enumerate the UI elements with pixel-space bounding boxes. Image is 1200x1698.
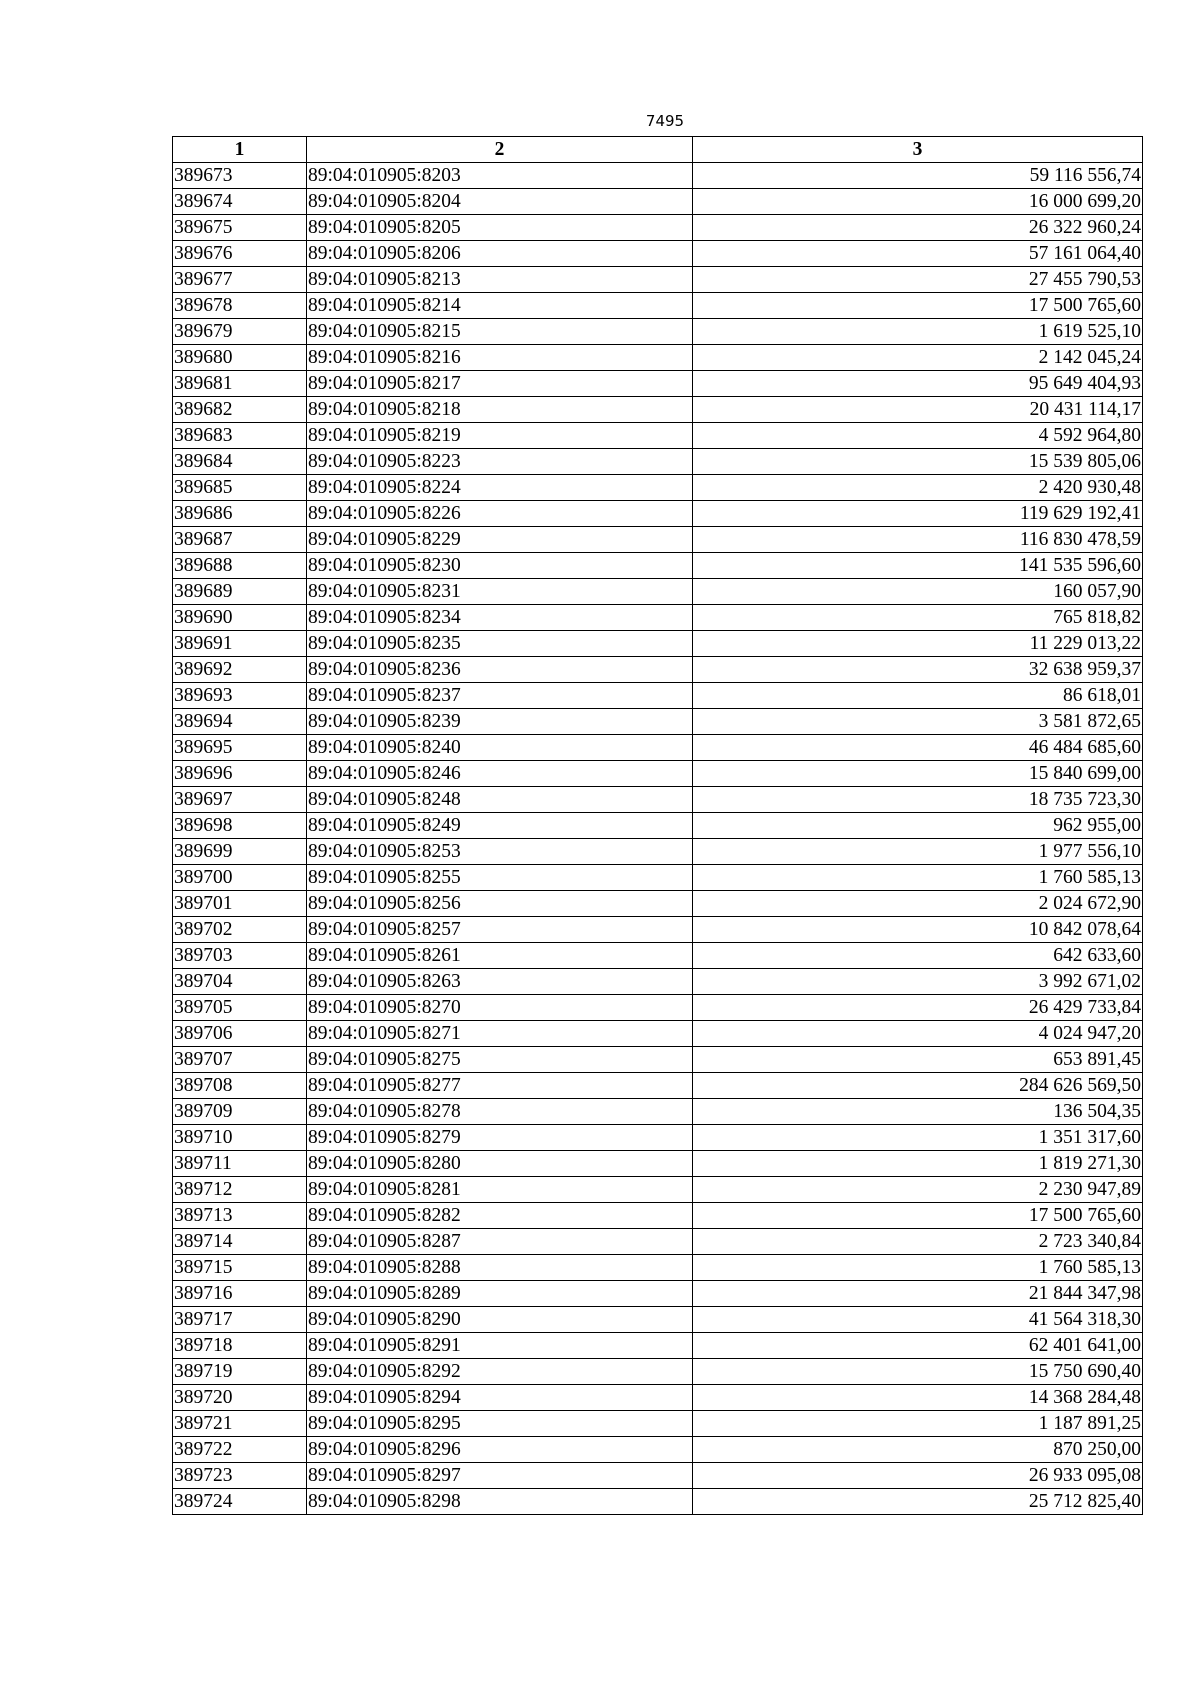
cadastral-number-cell: 89:04:010905:8214 (307, 293, 693, 319)
row-number-cell: 389696 (173, 761, 307, 787)
cadastral-value-cell: 160 057,90 (693, 579, 1143, 605)
cadastral-number-cell: 89:04:010905:8296 (307, 1437, 693, 1463)
page-number: 7495 (645, 112, 685, 130)
cadastral-number-cell: 89:04:010905:8256 (307, 891, 693, 917)
cadastral-value-cell: 95 649 404,93 (693, 371, 1143, 397)
table-header (173, 137, 1143, 163)
row-number-cell: 389697 (173, 787, 307, 813)
table-row (173, 1437, 1143, 1463)
table-row (173, 865, 1143, 891)
table-row (173, 423, 1143, 449)
row-number-cell: 389694 (173, 709, 307, 735)
cadastral-number-cell: 89:04:010905:8298 (307, 1489, 693, 1515)
row-number-cell: 389690 (173, 605, 307, 631)
cadastral-number-cell: 89:04:010905:8277 (307, 1073, 693, 1099)
cadastral-number-cell: 89:04:010905:8226 (307, 501, 693, 527)
table-row (173, 657, 1143, 683)
cadastral-number-cell: 89:04:010905:8280 (307, 1151, 693, 1177)
cadastral-value-cell: 26 933 095,08 (693, 1463, 1143, 1489)
row-number-cell: 389706 (173, 1021, 307, 1047)
table-row (173, 1255, 1143, 1281)
table-row (173, 761, 1143, 787)
header-row (173, 137, 1143, 163)
cadastral-number-cell: 89:04:010905:8249 (307, 813, 693, 839)
cadastral-number-cell: 89:04:010905:8237 (307, 683, 693, 709)
cadastral-value-cell: 136 504,35 (693, 1099, 1143, 1125)
table-row (173, 1463, 1143, 1489)
cadastral-value-cell: 62 401 641,00 (693, 1333, 1143, 1359)
cadastral-value-cell: 870 250,00 (693, 1437, 1143, 1463)
row-number-cell: 389720 (173, 1385, 307, 1411)
table-row (173, 449, 1143, 475)
cadastral-value-cell: 1 977 556,10 (693, 839, 1143, 865)
row-number-cell: 389688 (173, 553, 307, 579)
cadastral-value-cell: 284 626 569,50 (693, 1073, 1143, 1099)
table-row (173, 891, 1143, 917)
table-row (173, 397, 1143, 423)
cadastral-value-cell: 15 539 805,06 (693, 449, 1143, 475)
cadastral-number-cell: 89:04:010905:8240 (307, 735, 693, 761)
row-number-cell: 389683 (173, 423, 307, 449)
cadastral-value-cell: 46 484 685,60 (693, 735, 1143, 761)
table-row (173, 1047, 1143, 1073)
table-row (173, 943, 1143, 969)
cadastral-value-cell: 27 455 790,53 (693, 267, 1143, 293)
cadastral-value-cell: 1 760 585,13 (693, 1255, 1143, 1281)
cadastral-value-cell: 1 760 585,13 (693, 865, 1143, 891)
cadastral-number-cell: 89:04:010905:8257 (307, 917, 693, 943)
table-row (173, 1099, 1143, 1125)
row-number-cell: 389693 (173, 683, 307, 709)
cadastral-number-cell: 89:04:010905:8275 (307, 1047, 693, 1073)
cadastral-number-cell: 89:04:010905:8261 (307, 943, 693, 969)
cadastral-number-cell: 89:04:010905:8218 (307, 397, 693, 423)
cadastral-number-cell: 89:04:010905:8217 (307, 371, 693, 397)
cadastral-value-cell: 2 723 340,84 (693, 1229, 1143, 1255)
cadastral-value-cell: 2 024 672,90 (693, 891, 1143, 917)
row-number-cell: 389674 (173, 189, 307, 215)
cadastral-value-cell: 765 818,82 (693, 605, 1143, 631)
row-number-cell: 389709 (173, 1099, 307, 1125)
cadastral-value-cell: 20 431 114,17 (693, 397, 1143, 423)
cadastral-number-cell: 89:04:010905:8224 (307, 475, 693, 501)
cadastral-number-cell: 89:04:010905:8206 (307, 241, 693, 267)
cadastral-number-cell: 89:04:010905:8219 (307, 423, 693, 449)
row-number-cell: 389678 (173, 293, 307, 319)
table-row (173, 1229, 1143, 1255)
cadastral-number-cell: 89:04:010905:8290 (307, 1307, 693, 1333)
row-number-cell: 389721 (173, 1411, 307, 1437)
cadastral-number-cell: 89:04:010905:8297 (307, 1463, 693, 1489)
row-number-cell: 389684 (173, 449, 307, 475)
table-row (173, 787, 1143, 813)
table-row (173, 345, 1143, 371)
row-number-cell: 389716 (173, 1281, 307, 1307)
cadastral-number-cell: 89:04:010905:8203 (307, 163, 693, 189)
row-number-cell: 389701 (173, 891, 307, 917)
table-row (173, 293, 1143, 319)
table-row (173, 917, 1143, 943)
table-row (173, 839, 1143, 865)
table-row (173, 241, 1143, 267)
row-number-cell: 389722 (173, 1437, 307, 1463)
cadastral-number-cell: 89:04:010905:8234 (307, 605, 693, 631)
row-number-cell: 389713 (173, 1203, 307, 1229)
row-number-cell: 389705 (173, 995, 307, 1021)
row-number-cell: 389681 (173, 371, 307, 397)
cadastral-number-cell: 89:04:010905:8270 (307, 995, 693, 1021)
row-number-cell: 389686 (173, 501, 307, 527)
row-number-cell: 389677 (173, 267, 307, 293)
cadastral-value-cell: 11 229 013,22 (693, 631, 1143, 657)
table-row (173, 1177, 1143, 1203)
table-row (173, 371, 1143, 397)
table-row (173, 1333, 1143, 1359)
cadastral-value-cell: 141 535 596,60 (693, 553, 1143, 579)
row-number-cell: 389718 (173, 1333, 307, 1359)
table-row (173, 1359, 1143, 1385)
table-row (173, 995, 1143, 1021)
cadastral-value-cell: 1 187 891,25 (693, 1411, 1143, 1437)
table-row (173, 579, 1143, 605)
cadastral-value-cell: 653 891,45 (693, 1047, 1143, 1073)
table-row (173, 1073, 1143, 1099)
cadastral-number-cell: 89:04:010905:8204 (307, 189, 693, 215)
column-header-2: 2 (307, 137, 693, 163)
cadastral-number-cell: 89:04:010905:8216 (307, 345, 693, 371)
row-number-cell: 389703 (173, 943, 307, 969)
table-row (173, 1307, 1143, 1333)
row-number-cell: 389680 (173, 345, 307, 371)
table-row (173, 1281, 1143, 1307)
table-row (173, 319, 1143, 345)
cadastral-value-cell: 59 116 556,74 (693, 163, 1143, 189)
row-number-cell: 389682 (173, 397, 307, 423)
cadastral-value-cell: 26 322 960,24 (693, 215, 1143, 241)
cadastral-value-cell: 16 000 699,20 (693, 189, 1143, 215)
row-number-cell: 389724 (173, 1489, 307, 1515)
row-number-cell: 389702 (173, 917, 307, 943)
row-number-cell: 389714 (173, 1229, 307, 1255)
row-number-cell: 389699 (173, 839, 307, 865)
row-number-cell: 389691 (173, 631, 307, 657)
table-row (173, 605, 1143, 631)
cadastral-value-cell: 10 842 078,64 (693, 917, 1143, 943)
cadastral-value-cell: 26 429 733,84 (693, 995, 1143, 1021)
table-row (173, 1203, 1143, 1229)
table-row (173, 553, 1143, 579)
cadastral-number-cell: 89:04:010905:8231 (307, 579, 693, 605)
table-row (173, 1125, 1143, 1151)
row-number-cell: 389717 (173, 1307, 307, 1333)
row-number-cell: 389723 (173, 1463, 307, 1489)
cadastral-value-cell: 2 142 045,24 (693, 345, 1143, 371)
row-number-cell: 389676 (173, 241, 307, 267)
cadastral-value-cell: 1 619 525,10 (693, 319, 1143, 345)
table-row (173, 1151, 1143, 1177)
row-number-cell: 389695 (173, 735, 307, 761)
row-number-cell: 389687 (173, 527, 307, 553)
table-row (173, 475, 1143, 501)
cadastral-value-cell: 25 712 825,40 (693, 1489, 1143, 1515)
table-row (173, 813, 1143, 839)
cadastral-value-cell: 116 830 478,59 (693, 527, 1143, 553)
cadastral-value-cell: 2 230 947,89 (693, 1177, 1143, 1203)
cadastral-value-cell: 17 500 765,60 (693, 293, 1143, 319)
row-number-cell: 389719 (173, 1359, 307, 1385)
table-row (173, 527, 1143, 553)
cadastral-number-cell: 89:04:010905:8205 (307, 215, 693, 241)
table-row (173, 709, 1143, 735)
column-header-1: 1 (173, 137, 307, 163)
cadastral-number-cell: 89:04:010905:8288 (307, 1255, 693, 1281)
cadastral-number-cell: 89:04:010905:8223 (307, 449, 693, 475)
cadastral-number-cell: 89:04:010905:8279 (307, 1125, 693, 1151)
cadastral-number-cell: 89:04:010905:8230 (307, 553, 693, 579)
cadastral-value-cell: 3 581 872,65 (693, 709, 1143, 735)
cadastral-number-cell: 89:04:010905:8289 (307, 1281, 693, 1307)
cadastral-number-cell: 89:04:010905:8282 (307, 1203, 693, 1229)
cadastral-number-cell: 89:04:010905:8255 (307, 865, 693, 891)
cadastral-number-cell: 89:04:010905:8281 (307, 1177, 693, 1203)
cadastral-number-cell: 89:04:010905:8291 (307, 1333, 693, 1359)
row-number-cell: 389692 (173, 657, 307, 683)
table-row (173, 1021, 1143, 1047)
table-row (173, 1411, 1143, 1437)
row-number-cell: 389689 (173, 579, 307, 605)
cadastral-number-cell: 89:04:010905:8263 (307, 969, 693, 995)
table-row (173, 267, 1143, 293)
row-number-cell: 389707 (173, 1047, 307, 1073)
cadastral-value-cell: 15 840 699,00 (693, 761, 1143, 787)
cadastral-value-cell: 962 955,00 (693, 813, 1143, 839)
table-row (173, 163, 1143, 189)
cadastral-value-cell: 21 844 347,98 (693, 1281, 1143, 1307)
cadastral-value-cell: 15 750 690,40 (693, 1359, 1143, 1385)
cadastral-number-cell: 89:04:010905:8287 (307, 1229, 693, 1255)
table-body (173, 163, 1143, 1515)
row-number-cell: 389673 (173, 163, 307, 189)
table-row (173, 501, 1143, 527)
cadastral-value-cell: 4 024 947,20 (693, 1021, 1143, 1047)
row-number-cell: 389711 (173, 1151, 307, 1177)
cadastral-value-cell: 3 992 671,02 (693, 969, 1143, 995)
cadastral-value-cell: 2 420 930,48 (693, 475, 1143, 501)
cadastral-value-cell: 17 500 765,60 (693, 1203, 1143, 1229)
table-row (173, 189, 1143, 215)
cadastral-number-cell: 89:04:010905:8239 (307, 709, 693, 735)
row-number-cell: 389675 (173, 215, 307, 241)
cadastral-value-cell: 18 735 723,30 (693, 787, 1143, 813)
table-row (173, 735, 1143, 761)
row-number-cell: 389700 (173, 865, 307, 891)
table-row (173, 631, 1143, 657)
cadastral-value-cell: 119 629 192,41 (693, 501, 1143, 527)
cadastral-value-cell: 57 161 064,40 (693, 241, 1143, 267)
cadastral-value-cell: 4 592 964,80 (693, 423, 1143, 449)
table-row (173, 1385, 1143, 1411)
table-row (173, 1489, 1143, 1515)
cadastral-number-cell: 89:04:010905:8213 (307, 267, 693, 293)
cadastral-value-cell: 642 633,60 (693, 943, 1143, 969)
cadastral-number-cell: 89:04:010905:8248 (307, 787, 693, 813)
row-number-cell: 389679 (173, 319, 307, 345)
row-number-cell: 389698 (173, 813, 307, 839)
cadastral-number-cell: 89:04:010905:8235 (307, 631, 693, 657)
cadastral-value-table (172, 136, 1143, 1515)
table-row (173, 969, 1143, 995)
cadastral-number-cell: 89:04:010905:8271 (307, 1021, 693, 1047)
row-number-cell: 389710 (173, 1125, 307, 1151)
cadastral-value-cell: 1 351 317,60 (693, 1125, 1143, 1151)
cadastral-number-cell: 89:04:010905:8215 (307, 319, 693, 345)
cadastral-number-cell: 89:04:010905:8292 (307, 1359, 693, 1385)
cadastral-value-cell: 41 564 318,30 (693, 1307, 1143, 1333)
cadastral-value-cell: 14 368 284,48 (693, 1385, 1143, 1411)
row-number-cell: 389704 (173, 969, 307, 995)
row-number-cell: 389708 (173, 1073, 307, 1099)
column-header-3: 3 (693, 137, 1143, 163)
cadastral-number-cell: 89:04:010905:8278 (307, 1099, 693, 1125)
table-row (173, 683, 1143, 709)
cadastral-number-cell: 89:04:010905:8229 (307, 527, 693, 553)
cadastral-number-cell: 89:04:010905:8253 (307, 839, 693, 865)
row-number-cell: 389712 (173, 1177, 307, 1203)
cadastral-value-cell: 86 618,01 (693, 683, 1143, 709)
cadastral-value-cell: 32 638 959,37 (693, 657, 1143, 683)
cadastral-number-cell: 89:04:010905:8236 (307, 657, 693, 683)
cadastral-number-cell: 89:04:010905:8246 (307, 761, 693, 787)
table-row (173, 215, 1143, 241)
row-number-cell: 389685 (173, 475, 307, 501)
cadastral-number-cell: 89:04:010905:8294 (307, 1385, 693, 1411)
cadastral-number-cell: 89:04:010905:8295 (307, 1411, 693, 1437)
cadastral-value-cell: 1 819 271,30 (693, 1151, 1143, 1177)
row-number-cell: 389715 (173, 1255, 307, 1281)
